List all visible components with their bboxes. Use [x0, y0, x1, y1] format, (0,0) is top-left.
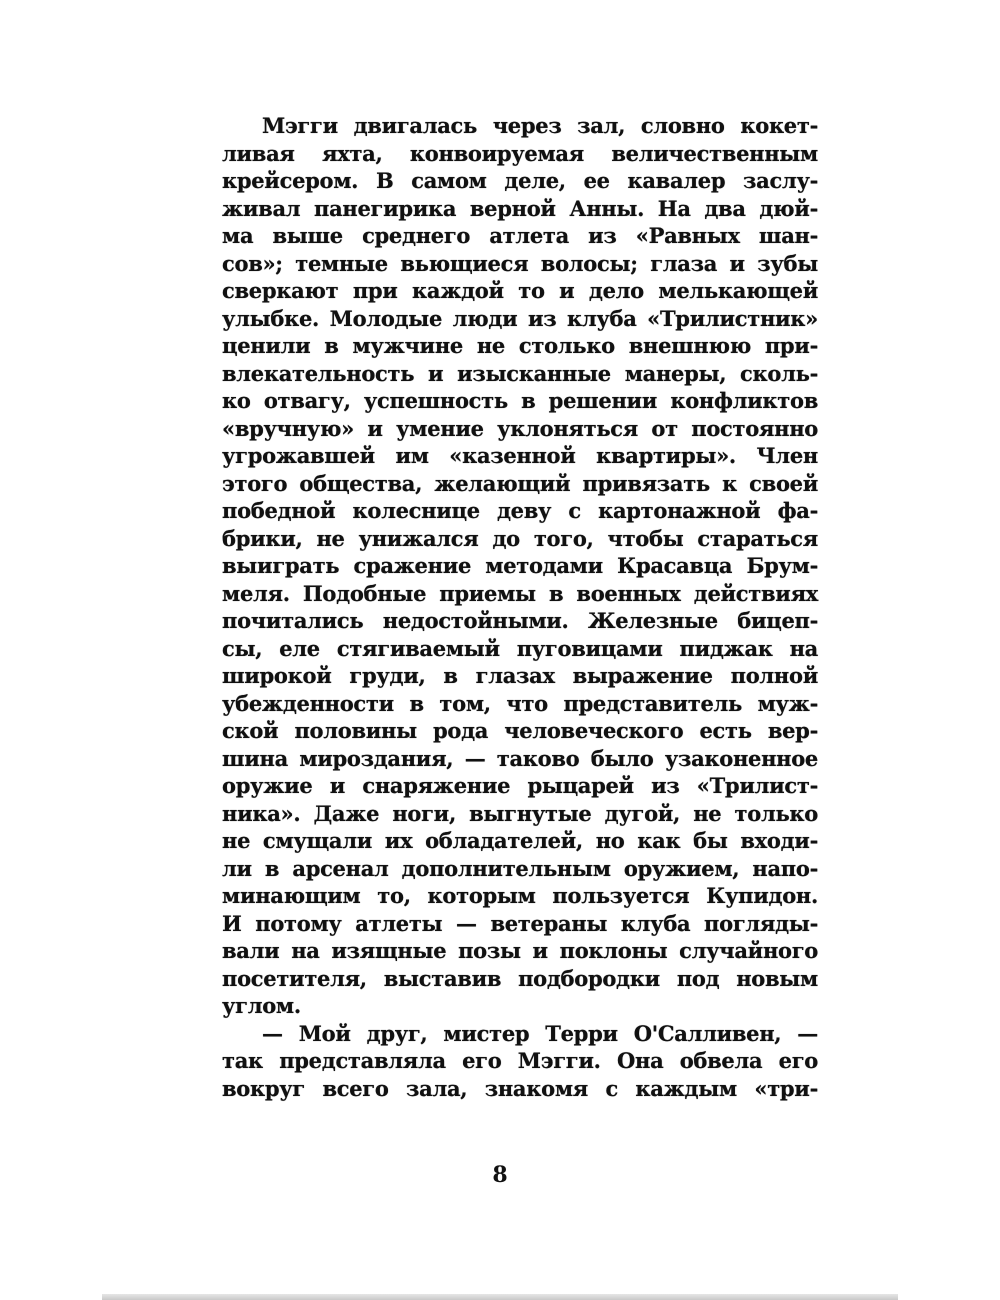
- text-line: «вручную» и умение уклоняться от постоянно: [222, 415, 818, 441]
- text-line: ника». Даже ноги, выгнутые дугой, не только: [222, 800, 818, 826]
- text-line: ценили в мужчине не столько внешнюю при-: [222, 333, 818, 358]
- text-line: вокруг всего зала, знакомя с каждым «три-: [222, 1075, 818, 1101]
- text-line: живал панегирика верной Анны. На два дюй-: [222, 195, 818, 221]
- text-line: ко отвагу, успешность в решении конфликтов: [222, 388, 818, 413]
- text-line: этого общества, желающий привязать к своей: [222, 470, 818, 496]
- text-line: почитались недостойными. Железные бицеп-: [222, 608, 818, 633]
- text-line: так представляла его Мэгги. Она обвела его: [222, 1048, 818, 1073]
- text-line: Мэгги двигалась через зал, словно кокет-: [262, 113, 818, 138]
- text-line: меля. Подобные приемы в военных действиях: [222, 580, 818, 606]
- body-text: [222, 112, 818, 1102]
- text-line: сы, еле стягиваемый пуговицами пиджак на: [222, 635, 818, 661]
- text-line: крейсером. В самом деле, ее кавалер заслу-: [222, 168, 818, 193]
- text-line: посетителя, выставив подбородки под новым: [222, 965, 818, 991]
- page-bottom-edge: [102, 1294, 898, 1300]
- text-line: не смущали их обладателей, но как бы входи-: [222, 828, 818, 853]
- text-line: И потому атлеты — ветераны клуба погляды-: [222, 910, 818, 936]
- text-line: улыбке. Молодые люди из клуба «Трилистник»: [222, 305, 818, 331]
- page-number: 8: [492, 1162, 508, 1188]
- text-line: выиграть сражение методами Красавца Брум-: [222, 553, 818, 578]
- text-line: шина мироздания, — таково было узаконенное: [222, 745, 818, 771]
- text-line: ской половины рода человеческого есть вер-: [222, 718, 818, 743]
- text-line: сверкают при каждой то и дело мелькающей: [222, 278, 818, 303]
- text-line: оружие и снаряжение рыцарей из «Трилист-: [222, 773, 818, 798]
- text-line: ливая яхта, конвоируемая величественным: [222, 140, 818, 166]
- text-line: победной колеснице деву с картонажной фа-: [222, 498, 818, 523]
- text-line: ма выше среднего атлета из «Равных шан-: [222, 223, 818, 248]
- text-line: — Мой друг, мистер Терри О'Салливен, —: [262, 1020, 818, 1046]
- text-line: убежденности в том, что представитель муж-: [222, 690, 818, 716]
- text-line: угрожавшей им «казенной квартиры». Член: [222, 443, 818, 468]
- text-line: сов»; темные вьющиеся волосы; глаза и зубы: [222, 250, 818, 276]
- text-line: широкой груди, в глазах выражение полной: [222, 663, 818, 688]
- text-line: вали на изящные позы и поклоны случайного: [222, 938, 818, 963]
- text-line: ли в арсенал дополнительным оружием, напо-: [222, 855, 818, 881]
- text-line: брики, не унижался до того, чтобы стараться: [222, 525, 818, 551]
- text-line: углом.: [222, 993, 301, 1018]
- text-line: влекательность и изысканные манеры, сколь-: [222, 360, 818, 386]
- text-line: минающим то, которым пользуется Купидон.: [222, 883, 818, 908]
